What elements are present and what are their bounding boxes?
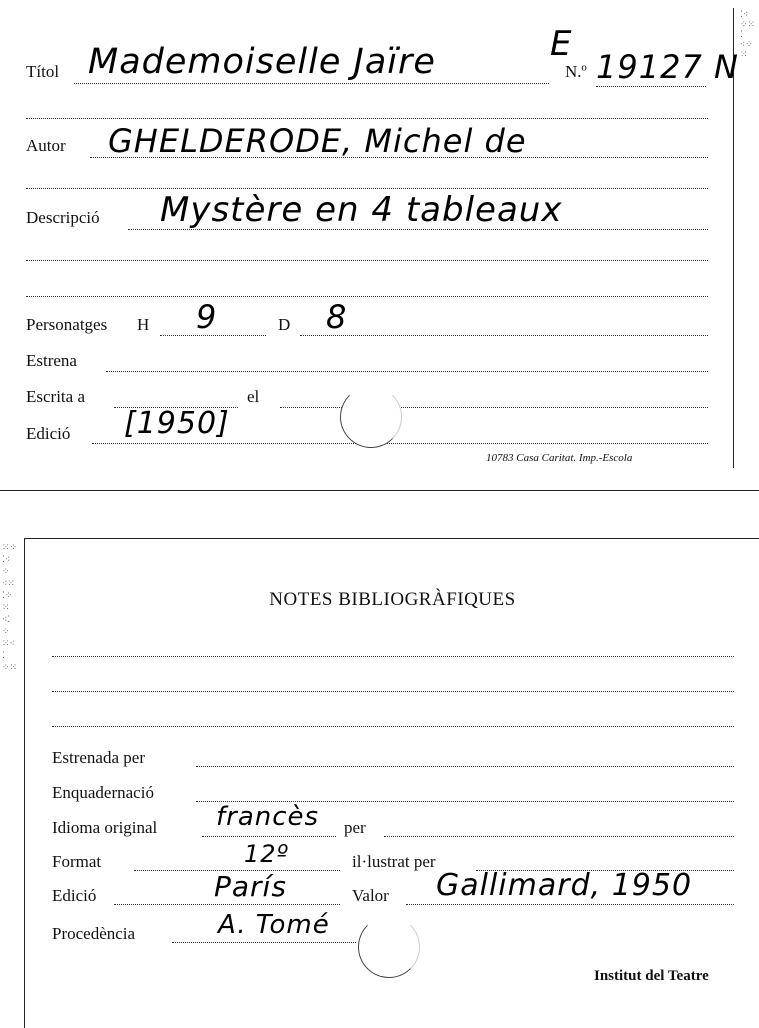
idioma-line: [202, 836, 336, 837]
blank-line-1: [26, 118, 708, 119]
institution-name: Institut del Teatre: [594, 968, 709, 984]
punch-hole: [340, 386, 402, 448]
idioma-label: Idioma original: [52, 818, 158, 837]
notes-line-1: [52, 656, 734, 657]
personatges-d-label: D: [278, 315, 291, 334]
titol-value: Mademoiselle Jaïre: [88, 42, 436, 82]
numero-line: [596, 86, 706, 87]
blank-line-4: [26, 296, 708, 297]
edicio-label: Edició: [26, 424, 71, 443]
scan-edge-noise: ⁚⁖ ⁘⁙ ⁚ ⁖⁘ ⁙: [740, 10, 756, 60]
scan-edge-noise: ⁙⁘ ⁚⁖ ⁘ ⁖⁙ ⁚⁘ ⁙ ⁖⁚ ⁘ ⁙⁖ ⁚ ⁘⁙: [2, 543, 18, 673]
notes-heading: NOTES BIBLIOGRÀFIQUES: [269, 589, 516, 610]
punch-hole: [358, 916, 420, 978]
edicio2-value: París: [214, 870, 287, 903]
escrita-label: Escrita a: [26, 387, 85, 406]
estrenada-label: Estrenada per: [52, 748, 145, 767]
personatges-h-value: 9: [196, 298, 218, 336]
edicio-value: [1950]: [124, 406, 230, 441]
procedencia-value: A. Tomé: [218, 910, 330, 940]
procedencia-label: Procedència: [52, 924, 136, 943]
card-border-left: [24, 538, 25, 1028]
notes-line-2: [52, 691, 734, 692]
descripcio-label: Descripció: [26, 208, 100, 227]
titol-line: [74, 83, 549, 84]
autor-value: GHELDERODE, Michel de: [108, 122, 527, 160]
estrena-label: Estrena: [26, 351, 77, 370]
titol-label: Títol: [26, 62, 60, 81]
numero-label: N.º: [565, 62, 587, 81]
idioma-value: francès: [216, 802, 320, 832]
personatges-d-line: [300, 335, 708, 336]
numero-value: 19127 N: [596, 48, 739, 86]
enquadernacio-label: Enquadernació: [52, 783, 154, 802]
personatges-d-value: 8: [326, 298, 348, 336]
idioma-per-line: [384, 836, 734, 837]
blank-line-3: [26, 260, 708, 261]
valor-label: Valor: [352, 886, 389, 905]
card-border-bottom: [0, 490, 759, 491]
estrena-line: [106, 371, 708, 372]
autor-label: Autor: [26, 136, 66, 155]
format-illustrat-label: il·lustrat per: [352, 852, 436, 871]
numero-mark: E: [550, 24, 573, 64]
format-label: Format: [52, 852, 102, 871]
edicio2-label: Edició: [52, 886, 97, 905]
edicio-line: [92, 443, 708, 444]
personatges-h-label: H: [137, 315, 150, 334]
valor-value: Gallimard, 1950: [436, 868, 693, 903]
personatges-label: Personatges: [26, 315, 108, 334]
notes-line-3: [52, 726, 734, 727]
card-border-top: [24, 538, 759, 539]
edicio2-line: [114, 904, 340, 905]
idioma-per-label: per: [344, 818, 366, 837]
catalog-card-front: [0, 0, 759, 490]
printer-imprint: 10783 Casa Caritat. Imp.-Escola: [486, 452, 633, 464]
estrenada-line: [196, 766, 734, 767]
blank-line-2: [26, 188, 708, 189]
valor-line: [406, 904, 734, 905]
descripcio-value: Mystère en 4 tableaux: [160, 190, 563, 230]
format-value: 12º: [244, 840, 289, 868]
catalog-card-back: [0, 528, 759, 1028]
escrita-el-label: el: [247, 387, 260, 406]
procedencia-line: [172, 942, 356, 943]
